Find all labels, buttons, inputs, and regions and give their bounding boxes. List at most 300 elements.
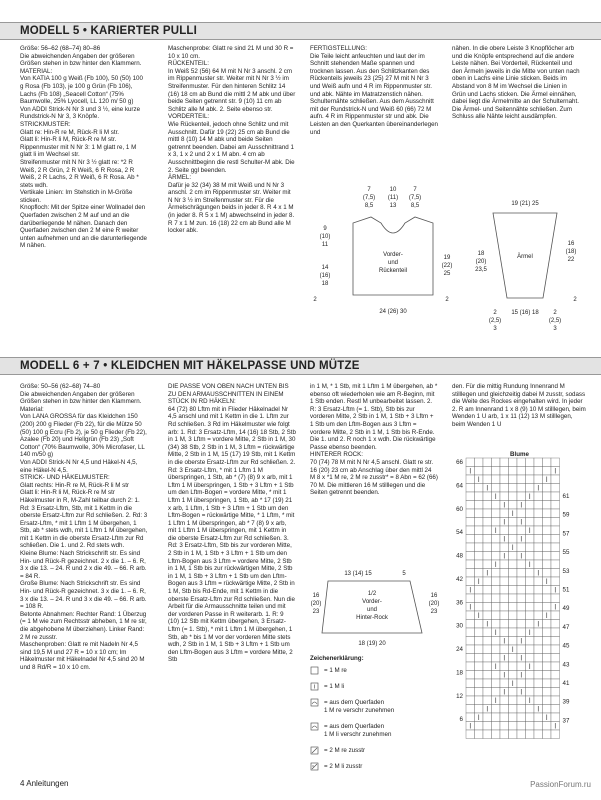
chart-cell (500, 492, 509, 501)
chart-cell (483, 501, 492, 510)
chart-cell (492, 603, 501, 612)
chart-cell (475, 688, 484, 697)
chart-cell (517, 662, 526, 671)
chart-cell (466, 518, 475, 527)
dim-lower-back-c: 18 (321, 281, 329, 287)
chart-cell (543, 628, 552, 637)
chart-cell (475, 645, 484, 654)
chart-cell (500, 696, 509, 705)
legend-symbols (310, 666, 320, 781)
chart-cell (551, 637, 560, 646)
chart-cell (551, 705, 560, 714)
chart-cell (534, 552, 543, 561)
chart-cell (466, 662, 475, 671)
chart-cell (483, 603, 492, 612)
chart-cell (466, 535, 475, 544)
chart-cell (526, 543, 535, 552)
chart-cell (526, 484, 535, 493)
chart-cell (475, 467, 484, 476)
chart-cell (509, 662, 518, 671)
chart-cell (526, 467, 535, 476)
chart-cell (492, 467, 501, 476)
chart-cell (534, 458, 543, 467)
chart-cell (526, 679, 535, 688)
chart-cell (526, 569, 535, 578)
chart-cell (517, 594, 526, 603)
chart-cell (483, 611, 492, 620)
chart-cell (534, 492, 543, 501)
chart-cell (509, 722, 518, 731)
chart-cell (483, 662, 492, 671)
chart-row-label-left: 18 (456, 669, 463, 677)
chart-cell (509, 475, 518, 484)
chart-cell (466, 688, 475, 697)
page-footer: 4 Anleitungen (20, 779, 69, 788)
chart-row-label-left: 36 (456, 599, 463, 607)
chart-cell (517, 620, 526, 629)
chart-cell (551, 713, 560, 722)
chart-row-label-left: 42 (456, 575, 463, 583)
chart-cell (509, 671, 518, 680)
chart-cell (517, 645, 526, 654)
chart-cell (500, 458, 509, 467)
chart-cell (534, 535, 543, 544)
dim-neck: 10 (389, 187, 397, 193)
chart-cell (534, 611, 543, 620)
chart-cell (526, 688, 535, 697)
chart-cell (500, 586, 509, 595)
chart-cell (517, 526, 526, 535)
chart-cell (500, 662, 509, 671)
chart-cell (543, 458, 552, 467)
chart-cell (466, 560, 475, 569)
chart-cell (492, 535, 501, 544)
chart-cell (534, 526, 543, 535)
chart-cell (500, 577, 509, 586)
chart-cell (551, 645, 560, 654)
chart-cell (492, 501, 501, 510)
chart-cell (517, 492, 526, 501)
chart-cell (483, 645, 492, 654)
chart-cell (492, 705, 501, 714)
chart-cell (500, 620, 509, 629)
chart-cell (475, 594, 484, 603)
chart-cell (475, 662, 484, 671)
chart-cell (543, 552, 552, 561)
chart-cell (551, 679, 560, 688)
chart-cell (526, 730, 535, 739)
chart-cell (526, 722, 535, 731)
chart-row-label-right: 45 (562, 642, 570, 650)
chart-cell (466, 501, 475, 510)
chart-cell (492, 620, 501, 629)
dim-lower-back-b: (16) (319, 273, 331, 279)
chart-cell (509, 586, 518, 595)
chart-cell (509, 730, 518, 739)
chart-cell (543, 484, 552, 493)
watermark: PassionForum.ru (530, 780, 591, 789)
chart-cell (475, 696, 484, 705)
chart-cell (551, 501, 560, 510)
chart-cell (543, 501, 552, 510)
chart-row-label-left: 6 (459, 716, 463, 724)
chart-cell (509, 696, 518, 705)
chart-cell (543, 526, 552, 535)
chart-cell (475, 586, 484, 595)
chart-cell (500, 569, 509, 578)
chart-cell (526, 475, 535, 484)
dim-sleeve-top: 19 (21) 25 (511, 201, 539, 207)
dim-skirt-right-c: 23 (430, 609, 438, 615)
chart-cell (475, 730, 484, 739)
chart-cell (475, 654, 484, 663)
chart-cell (509, 467, 518, 476)
chart-cell (526, 611, 535, 620)
chart-cell (517, 560, 526, 569)
m6-column-1: Größe: 50–56 (62–68) 74–80 Die abweichenden Angaben der größeren Größen stehen in bzw hinter den Klammern. Material: Von LANA GROSSA für das Kleidchen 150 (200) 200 g Flieder (Fb 22), für die Mütze 50 (50) 100 g Ecru (Fb 2), je 50 g Flieder (Fb 22), Azalee (Fb 20) und Hellgrün (Fb 23) „Soft Cotton“ (70% Baumwolle, 30% Microfaser, LL 140 m/50 g) Von ADDI Strick-N Nr 4,5 und Häkel-N 4,5, eine Häkel-N 4,5. STRICK- UND HÄKELMUSTER: Glatt rechts: Hin-R re M, Rück-R li M str Glatt li: Hin-R li M, Rück-R re M str Häkelmuster in R, M-Zahl teilbar durch 2: 1. Rd: 3 Ersatz-Lftm, Stb, mit 1 Kettm in die oberste Ersatz-Lftm zur Rd schließen. 2. Rd: 3 Ersatz-Lftm, * mit 1 Lftm 1 M übergehen, 1 Stb, ab * stets wdh, mit 1 Lftm 1 M übergehen, mit 1 Kettm in die oberste Ersatz-Lftm zur Rd schließen. Die 1. und 2. Rd stets wdh. Kleine Blume: Nach Strickschrift str. Es sind Hin- und Rück-R gezeichnet. 2 x die 1. – 6. R, 3 x die 13. – 24. R und 2 x die 49. – 66. R arb. = 84 R. Große Blume: Nach Strickschrift str. Es sind Hin- und Rück-R gezeichnet. 3 x die 1. – 6. R, 3 x die 13. – 24. R und 3 x die 49. – 66. R arb. = 108 R. Betonte Abnahmen: Rechter Rand: 1 Überzug (= 1 M wie zum Rechtsstr abheben, 1 M re str, die abgehobene M überziehen). Linker Rand: 2 M re zusstr. Maschenproben: Glatt re mit Nadeln Nr 4,5 sind 19,5 M und 27 R = 10 x 10 cm; Im Häkelmuster mit Häkelnadel Nr 4,5 sind 20 M und 8 Rd/R = 10 x 10 cm. (20, 383, 148, 671)
chart-cell (500, 679, 509, 688)
chart-cell (509, 569, 518, 578)
chart-cell (534, 671, 543, 680)
chart-cell (517, 696, 526, 705)
label-vorder: Vorder- (362, 599, 382, 605)
chart-cell (475, 560, 484, 569)
chart-cell (500, 730, 509, 739)
label-und: und (366, 607, 378, 613)
dim-skirt-right-b: (20) (428, 601, 440, 607)
chart-cell (509, 611, 518, 620)
m5-column-3: FERTIGSTELLUNG: Die Teile leicht anfeuchten und laut der im Schnitt stehenden Maße spannen und trocknen lassen. Aus den Schlitzkanten des Rückenteils jeweils 23 (25) 27 M mit N Nr 3 und Weiß aufn und 4 R im Rippenmuster str. und abk. Nähte im Matratzenstich nähen. Schulternähte schließen. Aus dem Ausschnitt mit der Rundstrick-N und Weiß 60 (66) 72 M aufn. 4 R im Rippenmuster str und abk. Die Leisten an den Querkanten übereinanderlegen und (310, 45, 438, 136)
chart-cell (517, 713, 526, 722)
chart-cell (466, 637, 475, 646)
dim-body-width: 24 (26) 30 (379, 309, 407, 315)
chart-row-label-right: 59 (562, 511, 570, 519)
chart-cell (492, 679, 501, 688)
section-header-modell-5 (0, 22, 601, 40)
chart-cell (475, 671, 484, 680)
chart-cell (483, 671, 492, 680)
chart-cell (551, 492, 560, 501)
chart-row-label-left: 12 (456, 692, 463, 700)
chart-cell (492, 594, 501, 603)
chart-cell (543, 509, 552, 518)
chart-cell (526, 620, 535, 629)
chart-cell (483, 679, 492, 688)
chart-cell (500, 484, 509, 493)
dim-front-height-c: 25 (443, 271, 451, 277)
dim-front-height-b: (22) (441, 263, 453, 269)
symbol-inc-knit (311, 699, 318, 706)
chart-cell (517, 705, 526, 714)
m6-column-3: in 1 M, * 1 Stb, mit 1 Lftm 1 M übergehen, ab * ebenso oft wiederholen wie am R-Beginn, mit 1 Stb enden. Restl M unbearbeitet lassen. 2. R: 3 Ersatz-Lftm (= 1. Stb), Stb bis zur vorderen Mitte, 2 Stb in 1 M, 1 Stb + 3 Lftm + 1 Stb um den Lftm-Bogen aus 3 Lftm = vordere Mitte, 2 Stb in 1 M, 1 Stb bis R-Ende. Die 1. und 2. R noch 1 x wdh. Die rückwärtige Passe ebenso beenden. HINTERER ROCK: 70 (74) 78 M mit N Nr 4,5 anschl. Glatt re str. 16 (20) 23 cm ab Anschlag über den mittl 24 M 8 x *1 M re, 2 M re zusstr* = 8 Abn = 62 (66) 70 M. Die mittleren 16 M stilllegen und die Seiten getrennt beenden. (310, 383, 438, 497)
chart-row-label-left: 54 (456, 529, 463, 537)
chart-cell (466, 654, 475, 663)
chart-cell (534, 594, 543, 603)
dim-skirt-top-side: 5 (402, 571, 406, 577)
chart-cell (475, 543, 484, 552)
chart-cell (551, 543, 560, 552)
chart-cell (466, 526, 475, 535)
chart-cell (466, 730, 475, 739)
legend-title: Zeichenerklärung: (310, 655, 364, 662)
chart-cell (500, 722, 509, 731)
chart-cell (517, 577, 526, 586)
chart-cell (466, 475, 475, 484)
chart-cell (483, 730, 492, 739)
chart-row-label-left: 48 (456, 552, 463, 560)
chart-cell (543, 671, 552, 680)
chart-cell (500, 594, 509, 603)
chart-cell (492, 671, 501, 680)
chart-cell (526, 577, 535, 586)
chart-cell (526, 586, 535, 595)
label-half: 1/2 (367, 591, 377, 597)
chart-cell (551, 696, 560, 705)
chart-cell (466, 543, 475, 552)
chart-row-label-right: 49 (562, 605, 570, 613)
chart-cell (492, 509, 501, 518)
chart-cell (500, 560, 509, 569)
chart-cell (483, 577, 492, 586)
chart-cell (551, 577, 560, 586)
chart-cell (551, 620, 560, 629)
chart-cell (534, 679, 543, 688)
chart-cell (483, 518, 492, 527)
m6-column-2: DIE PASSE VON OBEN NACH UNTEN BIS ZU DEN ARMAUSSCHNITTEN IN EINEM STÜCK IN RD HÄKELN: 64 (72) 80 Lftm mit in Flieder Häkelnadel Nr 4,5 anschl und mit 1 Kettm in die 1. Lftm zur Rd schließen. 3 Rd im Häkelmuster wie folgt arb: 1. Rd: 3 Ersatz-Lftm, 14 (16) 18 Stb, 2 Stb in 1 M, 3 Lftm = vordere Mitte, 2 Stb in 1 M, 30 (34) 38 Stb, 2 Stb in 1 M, 3 Lftm = rückwärtige Mitte, 2 Stb in 1 M, 15 (17) 19 Stb, mit 1 Kettm in die oberste Ersatz-Lftm zur Rd schließen. 2. Rd: 3 Ersatz-Lftm, * mit 1 Lftm 1 M überspringen, 1 Stb, ab * (7) (8) 9 x arb, mit 1 Lftm 1 M überspringen, 1 Stb + 3 Lftm + 1 Stb um den Lftm-Bogen = vordere Mitte, * mit 1 Lftm 1 M überspringen, 1 Stb, ab * 17 (19) 21 x arb, 1 Lftm, 1 Stb + 3 Lftm + 1 Stb um den Lftm-Bogen = rückwärtige Mitte, * 1 Lftm, * mit 1 Lftm 1 M überspringen, ab * 7 (8) 9 x arb, mit 1 Lftm 1 M überspringen, mit 1 Kettm in die oberste Ersatz-Lftm zur Rd schließen. 3. Rd: 3 Ersatz-Lftm, Stb bis zur vorderen Mitte, 2 Stb in 1 M, 1 Stb + 3 Lftm + 1 Stb um den Lftm-Bogen aus 3 Lftm = vordere Mitte, 2 Stb in 1 M, 1 Stb bis zur rückwärtigen Mitte, 2 Stb in 1 M, 1 Stb + 3 Lftm + 1 Stb um den Lftm-Bogen aus 3 Lftm = rückwärtige Mitte, 2 Stb in 1 M, Stb bis Rd-Ende, mit 1 Kettm in die oberste Ersatz-Lftm zur Rd schließen. Nun die Arbeit für die Armausschnitte teilen und mit der vorderen Passe in R weiterarb. 1. R: 9 (10) 12 Stb mit Kettm übergehen, 3 Ersatz-Lftm (= 1. Stb), * mit 1 Lftm 1 M übergehen, 1 Stb, ab * bis 1 M vor der vorderen Mitte stets wdh, 2 Stb in 1 M, 1 Stb + 3 Lftm + 1 Stb um den Lftm-Bogen aus 3 Lftm = vordere Mitte, 2 Stb (168, 383, 296, 664)
chart-cell (534, 509, 543, 518)
chart-row-label-right: 57 (562, 530, 570, 538)
chart-cell (517, 603, 526, 612)
chart-cell (526, 705, 535, 714)
chart-cell (483, 543, 492, 552)
section-header-modell-6-7 (0, 357, 601, 375)
chart-cell (483, 475, 492, 484)
chart-cell (483, 696, 492, 705)
dim-skirt-left-c: 23 (312, 609, 320, 615)
chart-row-label-right: 47 (562, 623, 570, 631)
chart-cell (534, 586, 543, 595)
chart-cell (483, 722, 492, 731)
label-vorder: Vorder- (383, 252, 403, 258)
dim-slit-c: 11 (321, 242, 329, 248)
chart-cell (509, 535, 518, 544)
dim-sleeve-right-c: 22 (567, 257, 575, 263)
chart-cell (475, 705, 484, 714)
dim-skirt-bottom: 18 (19) 20 (358, 641, 386, 647)
chart-cell (483, 688, 492, 697)
chart-cell (500, 475, 509, 484)
chart-cell (551, 509, 560, 518)
chart-cell (534, 560, 543, 569)
chart-cell (466, 713, 475, 722)
chart-row-label-left: 64 (456, 482, 463, 490)
chart-cell (543, 688, 552, 697)
chart-cell (492, 543, 501, 552)
m6-skirt-schematic (310, 565, 445, 650)
symbol-knit (311, 667, 318, 674)
chart-cell (492, 722, 501, 731)
chart-cell (543, 620, 552, 629)
dim-skirt-left: 16 (312, 593, 320, 599)
chart-cell (551, 560, 560, 569)
chart-cell (534, 688, 543, 697)
legend-item-k2tog: = 2 M re zusstr (324, 747, 366, 754)
chart-cell (517, 722, 526, 731)
chart-cell (551, 552, 560, 561)
chart-cell (466, 628, 475, 637)
dim-neck-b: (11) (387, 195, 399, 201)
symbol-inc-purl (311, 723, 318, 730)
chart-cell (466, 705, 475, 714)
chart-cell (534, 603, 543, 612)
chart-cell (517, 467, 526, 476)
chart-cell (509, 501, 518, 510)
chart-cell (509, 620, 518, 629)
label-und: und (387, 260, 399, 266)
dim-sleeve-right-b: (18) (565, 249, 577, 255)
chart-cell (517, 679, 526, 688)
section-title: MODELL 5 • KARIERTER PULLI (20, 25, 198, 37)
chart-cell (509, 713, 518, 722)
chart-cell (466, 577, 475, 586)
chart-cell (509, 654, 518, 663)
chart-cell (534, 654, 543, 663)
chart-row-label-left: 66 (456, 459, 463, 466)
chart-cell (526, 645, 535, 654)
chart-cell (500, 628, 509, 637)
m5-column-1: Größe: 56–62 (68–74) 80–86 Die abweichenden Angaben der größeren Größen stehen in bzw hinter den Klammern. MATERIAL: Von KATIA 100 g Weiß (Fb 100), 50 (50) 100 g Rosa (Fb 103), je 100 g Grün (Fb 106), Lachs (Fb 108) „Seacell Cotton“ (75% Baumwolle, 25% Lyocell, LL 120 m/ 50 g) Von ADDI Strick-N Nr 3 und 3 ½, eine kurze Rundstrick-N Nr 3, 3 Knöpfe. STRICKMUSTER: Glatt re: Hin-R re M, Rück-R li M str. Glatt li: Hin-R li M, Rück-R re M str. Rippenmuster mit N Nr 3: 1 M glatt re, 1 M glatt li im Wechsel str. Streifenmuster mit N Nr 3 ½ glatt re: *2 R Weiß, 2 R Grün, 2 R Weiß, 6 R Rosa, 2 R Weiß, 2 R Lachs, 2 R Weiß, 6 R Rosa. Ab * stets wdh. Vertikale Linien: Im Stehstich in M-Größe sticken. Knopfloch: Mit der Spitze einer Wollnadel den Querfaden zwischen 2 M auf und an die darüberliegende M nähen. Danach den Querfaden zwischen den 2 M eine R weiter unten aufnehmen und an die darunterliegende M nähen. (20, 45, 147, 250)
chart-cell (466, 645, 475, 654)
dim-front-height: 19 (443, 255, 451, 261)
dim-shoulder-right-c: 8,5 (410, 203, 420, 209)
chart-cell (534, 696, 543, 705)
chart-cell (500, 713, 509, 722)
chart-cell (466, 679, 475, 688)
dim-shoulder-left: 7 (367, 187, 371, 193)
dim-shoulder-right: 7 (413, 187, 417, 193)
chart-title: Blume (510, 451, 529, 458)
chart-cell (551, 654, 560, 663)
legend-item-knit: = 1 M re (324, 667, 347, 674)
chart-cell (534, 501, 543, 510)
chart-cell (517, 611, 526, 620)
chart-cell (466, 569, 475, 578)
dim-sleeve-left-c: 23,5 (475, 267, 487, 273)
chart-cell (466, 594, 475, 603)
chart-cell (543, 603, 552, 612)
chart-cell (543, 662, 552, 671)
chart-cell (551, 569, 560, 578)
chart-cell (492, 645, 501, 654)
chart-cell (517, 730, 526, 739)
chart-cell (551, 662, 560, 671)
m5-column-4: nähen. In die obere Leiste 3 Knopflöcher arb und die Knöpfe entsprechend auf die andere Leiste nähen. Bei Vorderteil, Rückenteil und den Ärmeln jeweils in die Mitte von unten nach oben in Lachs eine Linie sticken. Beids im Abstand von 8 M im Wechsel die Linien in Grün und Lachs sticken. Die Ärmel einnähen, dabei liegt die Ärmelmitte an der Schulternaht. Die Ärmel- und Seitennähte schließen. Zum Schluss alle Nähte leicht ausdämpfen. (452, 45, 580, 121)
chart-cell (475, 679, 484, 688)
chart-cell (500, 611, 509, 620)
dim-sleeve-rib: 2 (573, 297, 577, 303)
dim-shoulder-left-b: (7,5) (362, 195, 376, 201)
chart-cell (534, 577, 543, 586)
dim-skirt-top: 13 (14) 15 (344, 571, 372, 577)
chart-cell (500, 467, 509, 476)
dim-rib-right: 2 (445, 297, 449, 303)
chart-cell (509, 603, 518, 612)
chart-cell (492, 458, 501, 467)
chart-cell (483, 713, 492, 722)
chart-cell (500, 705, 509, 714)
chart-cell (500, 645, 509, 654)
chart-cell (551, 535, 560, 544)
section-title: MODELL 6 + 7 • KLEIDCHEN MIT HÄKELPASSE UND MÜTZE (20, 360, 360, 372)
chart-cell (466, 671, 475, 680)
chart-cell (483, 509, 492, 518)
chart-cell (509, 577, 518, 586)
chart-cell (466, 458, 475, 467)
chart-cell (517, 509, 526, 518)
chart-cell (543, 586, 552, 595)
chart-cell (543, 654, 552, 663)
chart-cell (475, 526, 484, 535)
chart-cell (500, 526, 509, 535)
chart-cell (483, 560, 492, 569)
chart-cell (475, 569, 484, 578)
chart-cell (466, 552, 475, 561)
chart-cell (492, 637, 501, 646)
flower-knitting-chart (448, 452, 600, 777)
chart-cell (551, 484, 560, 493)
chart-cell (509, 637, 518, 646)
chart-cell (483, 594, 492, 603)
chart-cell (483, 552, 492, 561)
dim-skirt-right: 16 (430, 593, 438, 599)
chart-cell (543, 730, 552, 739)
chart-cell (551, 475, 560, 484)
chart-cell (517, 628, 526, 637)
chart-cell (509, 526, 518, 535)
chart-cell (543, 492, 552, 501)
chart-cell (475, 509, 484, 518)
chart-cell (483, 467, 492, 476)
chart-cell (551, 458, 560, 467)
chart-cell (492, 654, 501, 663)
chart-cell (466, 509, 475, 518)
chart-cell (475, 535, 484, 544)
chart-cell (492, 730, 501, 739)
chart-cell (483, 492, 492, 501)
chart-cell (466, 620, 475, 629)
chart-cell (526, 603, 535, 612)
chart-row-label-right: 37 (562, 717, 570, 725)
chart-cell (517, 475, 526, 484)
chart-cell (475, 722, 484, 731)
chart-cell (492, 552, 501, 561)
chart-cell (526, 501, 535, 510)
dim-slit-b: (10) (319, 234, 331, 240)
chart-row-label-right: 51 (562, 586, 570, 594)
chart-cell (483, 526, 492, 535)
dim-skirt-left-b: (20) (310, 601, 322, 607)
chart-row-label-right: 53 (562, 567, 570, 575)
chart-row-label-right: 55 (562, 549, 570, 557)
chart-cell (543, 560, 552, 569)
chart-cell (509, 484, 518, 493)
chart-cell (492, 688, 501, 697)
chart-row-label-left: 30 (456, 622, 463, 630)
chart-cell (509, 458, 518, 467)
chart-cell (517, 569, 526, 578)
chart-cell (543, 535, 552, 544)
chart-cell (509, 628, 518, 637)
